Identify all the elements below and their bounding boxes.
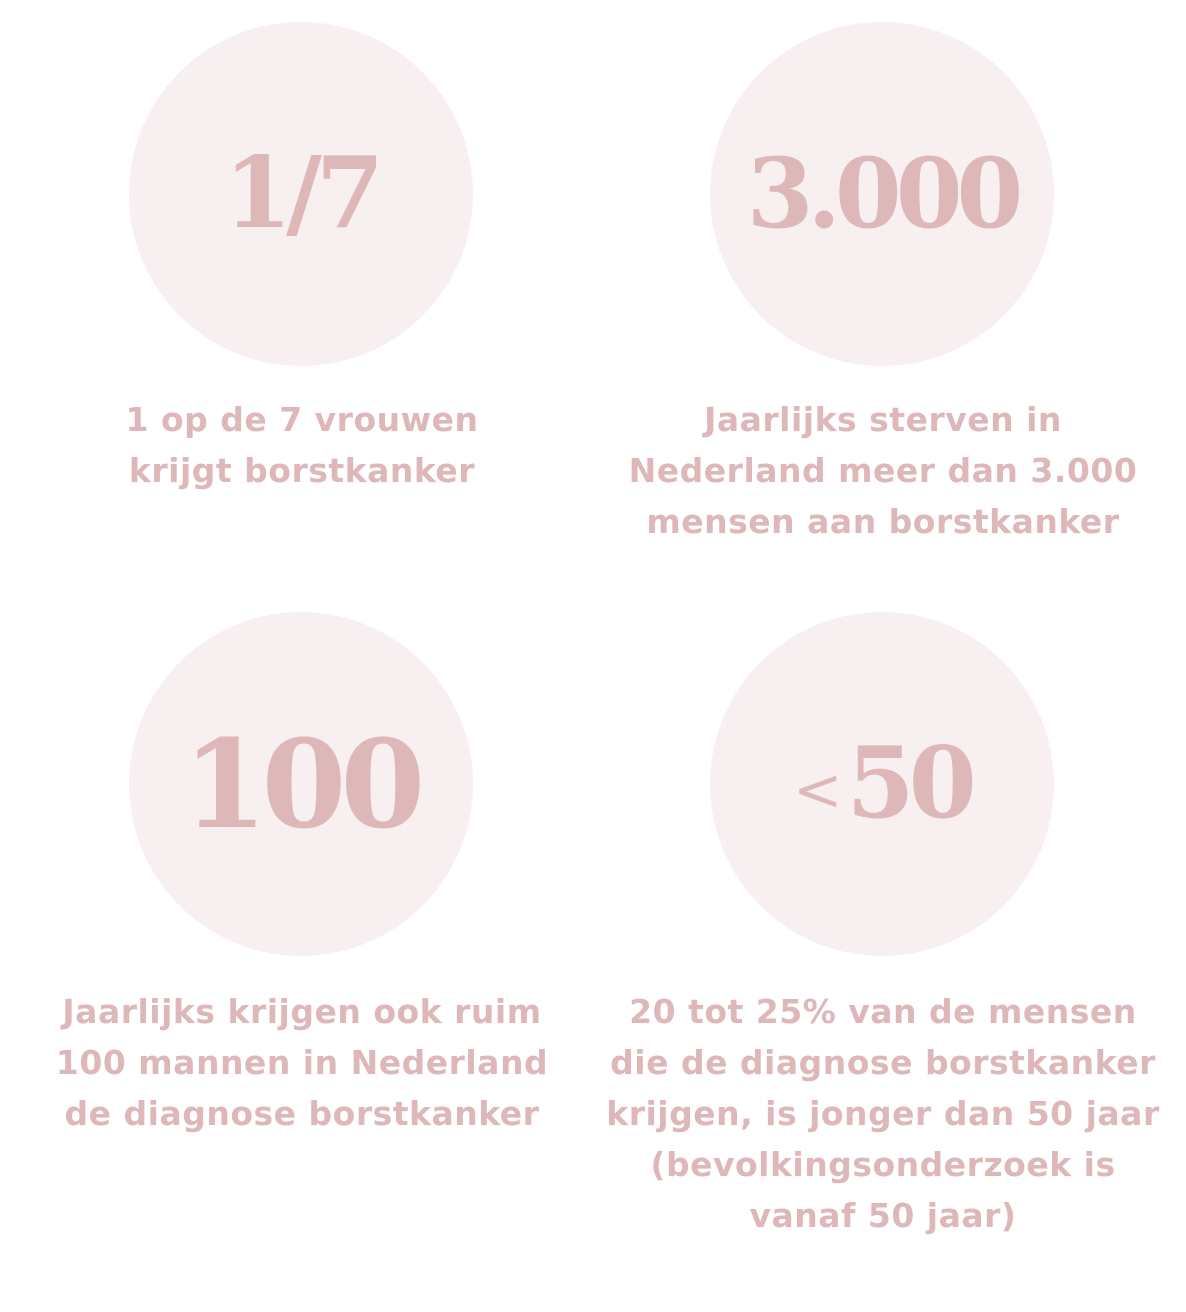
stat-figure [793, 726, 971, 841]
stat-circle [710, 22, 1054, 366]
stat-figure: 100 [182, 712, 420, 856]
stat-figure: 3.000 [746, 137, 1018, 250]
less-than-sign: < [793, 754, 843, 824]
stat-circle [710, 612, 1054, 956]
stat-caption: 1 op de 7 vrouwen krijgt borstkanker [125, 400, 479, 490]
stat-figure: 1/7 [223, 136, 379, 251]
stat-caption: Jaarlijks sterven in Nederland meer dan 3.000 mensen aan borstkanker [628, 400, 1138, 541]
stat-caption: Jaarlijks krijgen ook ruim 100 mannen in Nederland de diagnose borstkanker [55, 992, 549, 1133]
stat-circle [129, 612, 473, 956]
stat-caption: 20 tot 25% van de mensen die de diagnose borstkanker krijgen, is jonger dan 50 jaar (bevolkingsonderzoek is vanaf 50 jaar) [606, 992, 1160, 1235]
stat-figure-value: 50 [846, 726, 971, 841]
stat-circle [129, 22, 473, 366]
